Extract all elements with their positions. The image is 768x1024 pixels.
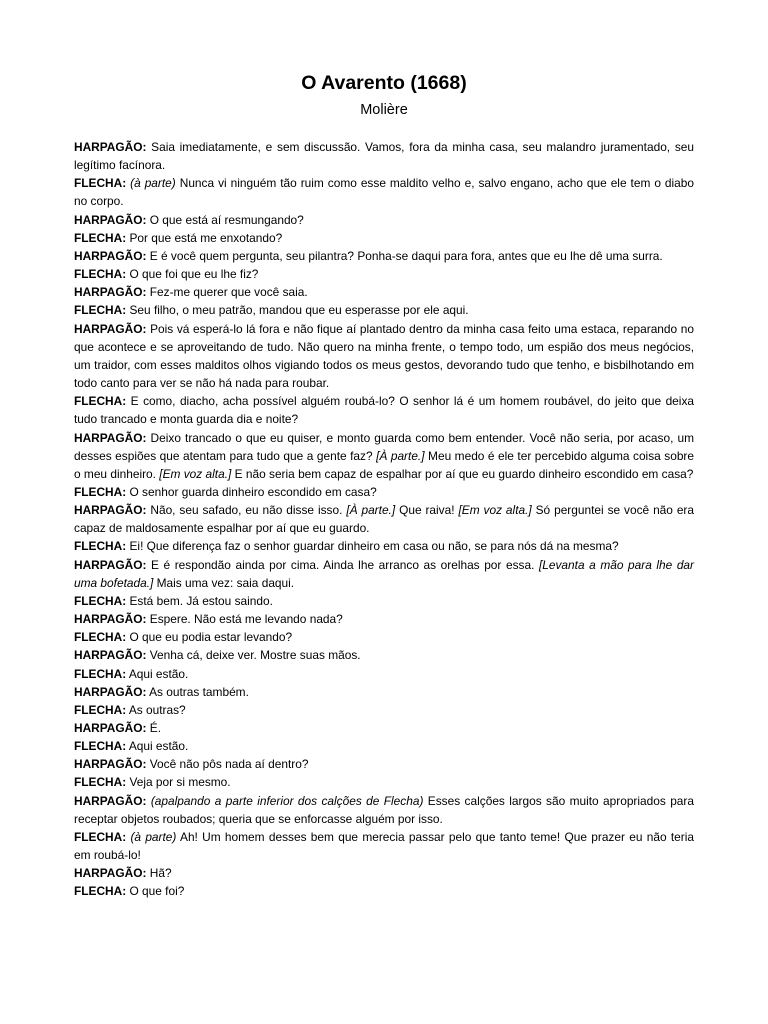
dialogue-line: [74, 229, 694, 247]
dialogue-line: [74, 556, 694, 592]
speaker-name: FLECHA:: [74, 303, 127, 318]
spoken-text: O senhor guarda dinheiro escondido em casa?: [126, 484, 377, 499]
stage-direction: (apalpando a parte inferior dos calções de Flecha): [150, 793, 424, 808]
dialogue-line: [74, 211, 694, 229]
speaker-name: FLECHA:: [74, 666, 127, 681]
speaker-name: FLECHA:: [74, 267, 127, 282]
spoken-text: E não seria bem capaz de espalhar por aí que eu guardo dinheiro escondido em casa?: [231, 466, 694, 481]
spoken-text: Não, seu safado, eu não disse isso.: [146, 503, 347, 518]
speaker-name: FLECHA:: [74, 176, 127, 191]
spoken-text: Ei! Que diferença faz o senhor guardar dinheiro em casa ou não, se para nós dá na mesma?: [126, 539, 619, 554]
dialogue-line: [74, 665, 694, 683]
dialogue-line: [74, 301, 694, 319]
spoken-text: Aqui estão.: [126, 666, 189, 681]
spoken-text: Venha cá, deixe ver. Mostre suas mãos.: [146, 648, 361, 663]
dialogue-line: [74, 283, 694, 301]
spoken-text: Saia imediatamente, e sem discussão. Vamos, fora da minha casa, seu malandro juramentado, seu legítimo facínora.: [74, 140, 694, 173]
spoken-text: Aqui estão.: [126, 739, 189, 754]
dialogue-line: [74, 701, 694, 719]
dialogue-line: [74, 138, 694, 174]
speaker-name: FLECHA:: [74, 539, 127, 554]
dialogue-line: [74, 864, 694, 882]
speaker-name: HARPAGÃO:: [74, 557, 147, 572]
speaker-name: FLECHA:: [74, 484, 127, 499]
spoken-text: Fez-me querer que você saia.: [146, 285, 308, 300]
speaker-name: FLECHA:: [74, 230, 127, 245]
stage-direction: [Em voz alta.]: [458, 503, 532, 518]
dialogue-line: [74, 483, 694, 501]
dialogue-line: [74, 392, 694, 428]
stage-direction: (à parte): [130, 176, 176, 191]
speaker-name: FLECHA:: [74, 630, 127, 645]
spoken-text: O que eu podia estar levando?: [126, 630, 293, 645]
dialogue-line: [74, 646, 694, 664]
dialogue-line: [74, 755, 694, 773]
speaker-name: HARPAGÃO:: [74, 140, 147, 154]
dialogue-line: [74, 737, 694, 755]
stage-direction: [Em voz alta.]: [159, 466, 232, 481]
spoken-text: O que está aí resmungando?: [146, 212, 304, 227]
spoken-text: Mais uma vez: saia daqui.: [153, 575, 295, 590]
speaker-name: HARPAGÃO:: [74, 430, 147, 445]
dialogue-line: [74, 610, 694, 628]
speaker-name: FLECHA:: [74, 829, 127, 844]
dialogue-line: [74, 792, 694, 828]
dialogue-line: [74, 265, 694, 283]
spoken-text: Meu medo é ele ter percebido alguma coisa sobre o meu dinheiro.: [74, 448, 695, 481]
speaker-name: HARPAGÃO:: [74, 648, 147, 663]
dialogue-line: [74, 828, 694, 864]
speaker-name: HARPAGÃO:: [74, 684, 147, 699]
spoken-text: Está bem. Já estou saindo.: [126, 593, 273, 608]
dialogue-line: [74, 592, 694, 610]
speaker-name: HARPAGÃO:: [74, 248, 147, 263]
stage-direction: [À parte.]: [376, 448, 425, 463]
spoken-text: Nunca vi ninguém tão ruim como esse maldito velho e, salvo engano, acho que ele tem o diabo no corpo.: [74, 176, 694, 209]
spoken-text: Pois vá esperá-lo lá fora e não fique aí plantado dentro da minha casa feito uma estaca, reparando no que acontece e se aproveitando de tudo. Não quero na minha frente, o tempo todo, um espião dos meus negócios, um traidor, com esses malditos olhos vigiando todos os meus gestos, devorando tudo que tenho, e bisbilhotando em todo canto para ver se não há nada para roubar.: [74, 321, 694, 391]
speaker-name: HARPAGÃO:: [74, 612, 147, 627]
dialogue-line: [74, 719, 694, 737]
dialogue-line: [74, 429, 694, 483]
dialogue-line: [74, 683, 694, 701]
spoken-text: Veja por si mesmo.: [126, 775, 231, 790]
stage-direction: (à parte): [130, 829, 177, 844]
speaker-name: FLECHA:: [74, 394, 127, 409]
spoken-text: O que foi que eu lhe fiz?: [126, 267, 259, 282]
speaker-name: HARPAGÃO:: [74, 866, 147, 881]
spoken-text: Hã?: [146, 866, 172, 881]
spoken-text: Você não pôs nada aí dentro?: [146, 757, 309, 772]
spoken-text: É.: [146, 721, 161, 735]
speaker-name: FLECHA:: [74, 739, 127, 754]
spoken-text: Só perguntei se você não era capaz de maldosamente espalhar por aí que eu guardo.: [74, 503, 695, 536]
speaker-name: HARPAGÃO:: [74, 793, 147, 808]
speaker-name: HARPAGÃO:: [74, 321, 147, 336]
spoken-text: O que foi?: [126, 884, 185, 899]
dialogue-line: [74, 537, 694, 555]
speaker-name: HARPAGÃO:: [74, 212, 147, 227]
speaker-name: FLECHA:: [74, 702, 127, 717]
spoken-text: E é respondão ainda por cima. Ainda lhe arranco as orelhas por essa.: [146, 557, 539, 572]
spoken-text: As outras também.: [146, 684, 249, 699]
dialogue-body: [74, 138, 694, 901]
dialogue-line: [74, 320, 694, 393]
dialogue-line: [74, 882, 694, 900]
spoken-text: Que raiva!: [395, 503, 459, 518]
spoken-text: Deixo trancado o que eu quiser, e monto guarda como bem entender. Você não seria, por acaso, um desses espiões que atentam para tudo que a gente faz?: [74, 430, 694, 463]
speaker-name: HARPAGÃO:: [74, 721, 147, 735]
stage-direction: [Levanta a mão para lhe dar uma bofetada.]: [74, 557, 695, 590]
spoken-text: E é você quem pergunta, seu pilantra? Ponha-se daqui para fora, antes que eu lhe dê uma surra.: [146, 248, 663, 263]
speaker-name: HARPAGÃO:: [74, 757, 147, 772]
dialogue-line: [74, 628, 694, 646]
dialogue-line: [74, 247, 694, 265]
dialogue-line: [74, 501, 694, 537]
spoken-text: Por que está me enxotando?: [126, 230, 283, 245]
spoken-text: Ah! Um homem desses bem que merecia passar pelo que tanto teme! Que prazer eu não teria em roubá-lo!: [74, 829, 694, 863]
document-author: Molière: [360, 102, 408, 118]
spoken-text: Esses calções largos são muito apropriados para receptar objetos roubados; queria que se enforcasse alguém por isso.: [74, 793, 694, 826]
speaker-name: HARPAGÃO:: [74, 503, 147, 518]
speaker-name: HARPAGÃO:: [74, 285, 147, 300]
spoken-text: Seu filho, o meu patrão, mandou que eu esperasse por ele aqui.: [126, 303, 469, 318]
spoken-text: E como, diacho, acha possível alguém roubá-lo? O senhor lá é um homem roubável, do jeito que deixa tudo trancado e monta guarda dia e noite?: [74, 394, 694, 427]
stage-direction: [À parte.]: [346, 503, 396, 518]
speaker-name: FLECHA:: [74, 775, 127, 790]
spoken-text: Espere. Não está me levando nada?: [146, 612, 343, 627]
dialogue-line: [74, 773, 694, 791]
dialogue-line: [74, 174, 694, 210]
speaker-name: FLECHA:: [74, 593, 127, 608]
document-title: O Avarento (1668): [301, 72, 467, 94]
speaker-name: FLECHA:: [74, 884, 127, 899]
spoken-text: As outras?: [126, 702, 186, 717]
